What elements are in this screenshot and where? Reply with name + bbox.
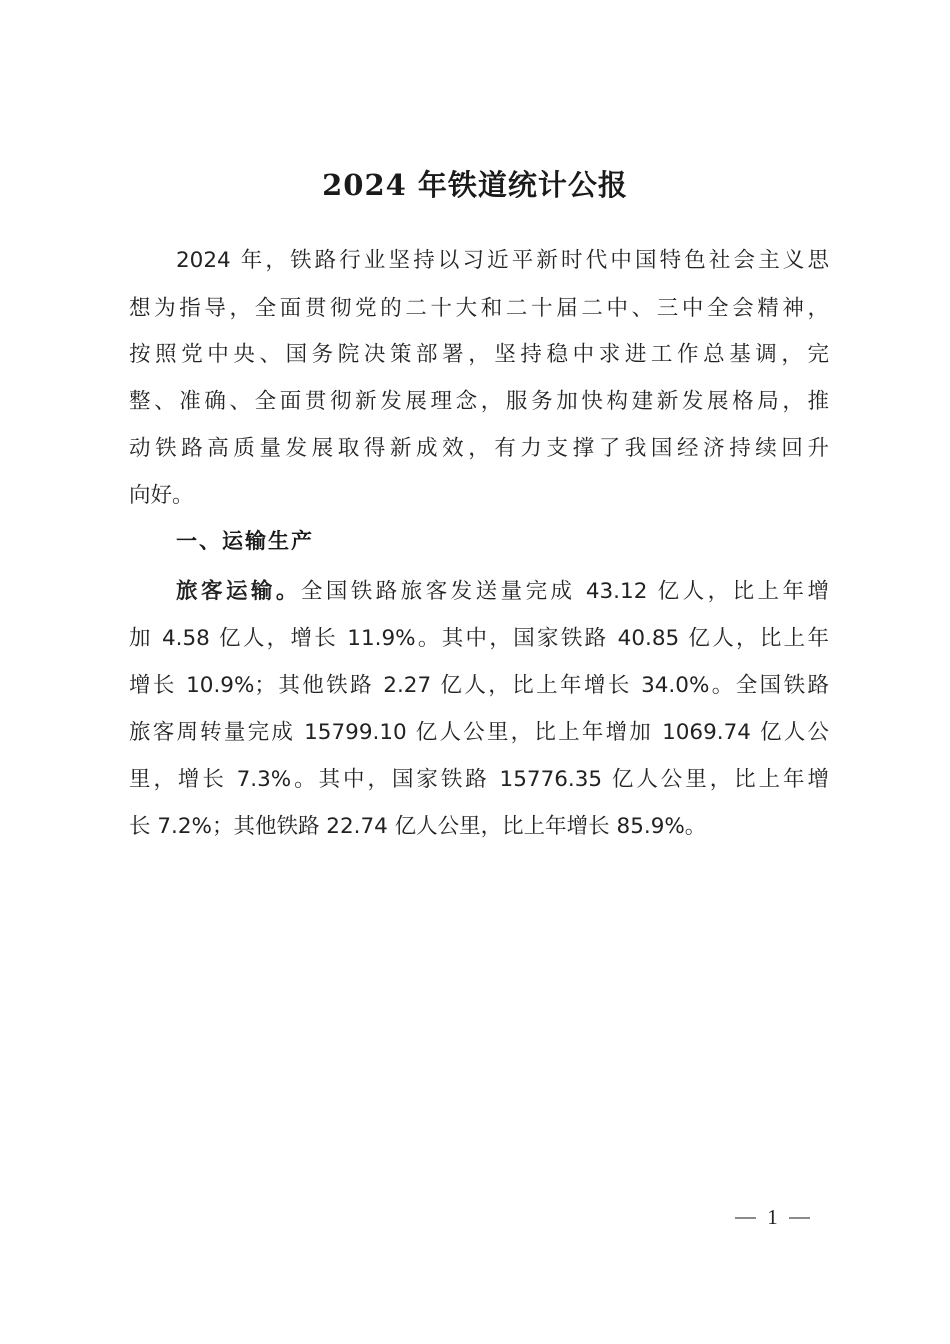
- passenger-line-6: 长 7.2%；其他铁路 22.74 亿人公里，比上年增长 85.9%。: [129, 814, 707, 839]
- dash-right: [789, 1217, 810, 1219]
- intro-line-1: 2024 年，铁路行业坚持以习近平新时代中国特色社会主义思: [176, 248, 829, 273]
- passenger-line-5: 里，增长 7.3%。其中，国家铁路 15776.35 亿人公里，比上年增: [129, 767, 829, 792]
- page-number-value: 1: [767, 1205, 778, 1229]
- intro-line-6: 向好。: [129, 483, 194, 508]
- paragraph-lead: 旅客运输。: [176, 579, 301, 604]
- intro-line-3: 按照党中央、国务院决策部署，坚持稳中求进工作总基调，完: [129, 342, 829, 367]
- intro-line-2: 想为指导，全面贯彻党的二十大和二十届二中、三中全会精神，: [129, 296, 829, 321]
- dash-left: [735, 1217, 756, 1219]
- passenger-line-1-text: 全国铁路旅客发送量完成 43.12 亿人，比上年增: [300, 579, 829, 604]
- intro-line-4: 整、准确、全面贯彻新发展理念，服务加快构建新发展格局，推: [129, 389, 829, 414]
- passenger-line-3: 增长 10.9%；其他铁路 2.27 亿人，比上年增长 34.0%。全国铁路: [129, 673, 829, 698]
- document-title: 2024 年铁道统计公报: [322, 168, 628, 202]
- passenger-line-4: 旅客周转量完成 15799.10 亿人公里，比上年增加 1069.74 亿人公: [129, 720, 829, 745]
- section-heading: 一、运输生产: [176, 529, 314, 553]
- passenger-line-1: [129, 574, 829, 605]
- page-number: [735, 1205, 810, 1230]
- intro-line-5: 动铁路高质量发展取得新成效，有力支撑了我国经济持续回升: [129, 436, 829, 461]
- passenger-line-2: 加 4.58 亿人，增长 11.9%。其中，国家铁路 40.85 亿人，比上年: [129, 626, 829, 651]
